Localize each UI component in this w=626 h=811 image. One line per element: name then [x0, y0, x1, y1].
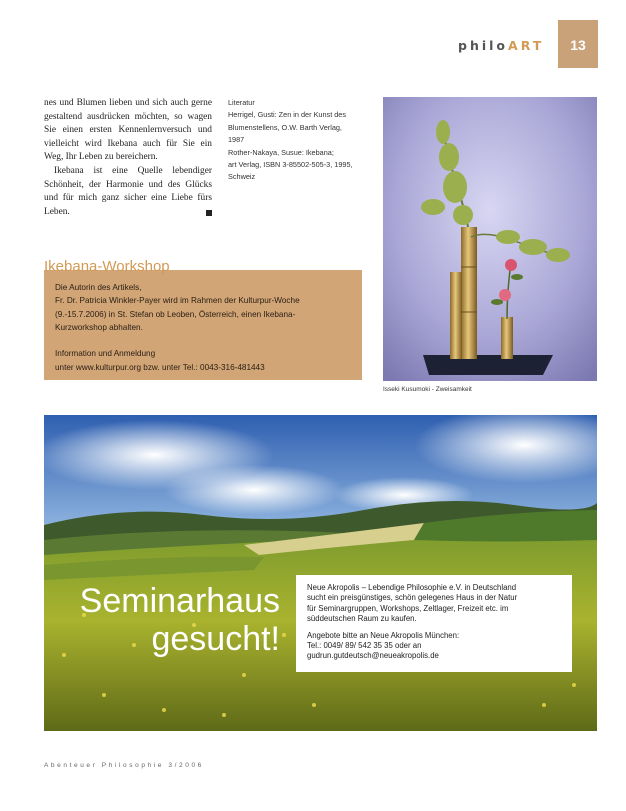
literature-line: 1987: [228, 135, 245, 145]
ad-text: [307, 583, 569, 662]
workshop-line: unter www.kulturpur.org bzw. unter Tel.: 0043-316-481443: [55, 362, 265, 372]
literature-line: Herrigel, Gusti: Zen in der Kunst des: [228, 110, 347, 120]
ikebana-photo: [383, 97, 597, 381]
article-body: [44, 97, 212, 219]
ad-line: sucht ein preisgünstiges, schön gelegenes Haus in der Natur: [307, 593, 518, 603]
brand-part-art: ART: [508, 38, 545, 53]
magazine-section-title: [458, 38, 544, 53]
workshop-line: Fr. Dr. Patricia Winkler-Payer wird im Rahmen der Kulturpur-Woche: [55, 296, 300, 306]
workshop-line: Kurzworkshop abhalten.: [55, 322, 143, 332]
footer-publication: Abenteuer Philosophie 3/2006: [44, 762, 204, 769]
literature-heading: Literatur: [228, 98, 255, 107]
landscape-photo: [44, 415, 597, 731]
ad-line: für Seminargruppen, Workshops, Zeltlager, Freizeit etc. im: [307, 603, 509, 613]
page-number: 13: [558, 20, 598, 68]
workshop-line: Die Autorin des Artikels,: [55, 283, 142, 292]
ad-line: Neue Akropolis – Lebendige Philosophie e.V. in Deutschland: [307, 583, 517, 592]
literature-line: Rother-Nakaya, Susue: Ikebana;: [228, 147, 334, 157]
workshop-line: Information und Anmeldung: [55, 349, 156, 359]
article-paragraph: nes und Blumen lieben und sich auch gerne gestaltend ausdrücken möchten, so wagen Sie einen ersten Kennenlernversuch und vielleicht wird Ikebana auch für Sie ein Weg, Ihr Leben zu bereichern.: [44, 98, 212, 163]
workshop-title: Ikebana-Workshop: [44, 258, 170, 275]
ad-headline-line1: Seminarhaus: [79, 582, 280, 620]
photo-caption: Isseki Kusumoki - Zweisamkeit: [383, 386, 472, 393]
ikebana-photo-image: [383, 97, 597, 381]
ad-line: Angebote bitte an Neue Akropolis München:: [307, 630, 460, 640]
end-of-article-mark: [206, 210, 212, 216]
literature-line: Blumenstellens, O.W. Barth Verlag,: [228, 122, 342, 132]
literature-line: Schweiz: [228, 172, 256, 182]
ad-headline-line2: gesucht!: [151, 620, 280, 658]
article-paragraph: [44, 165, 212, 219]
ad-line: Tel.: 0049/ 89/ 542 35 35 oder an: [307, 641, 422, 651]
landscape-photo-image: [44, 415, 597, 731]
brand-part-philo: philo: [458, 38, 509, 53]
ad-email: gudrun.gutdeutsch@neueakropolis.de: [307, 651, 439, 661]
workshop-line: (9.-15.7.2006) in St. Stefan ob Leoben, Österreich, einen Ikebana-: [55, 309, 296, 319]
ad-line: süddeutschen Raum zu kaufen.: [307, 614, 417, 624]
workshop-line: [55, 334, 355, 347]
literature-list: [228, 97, 378, 184]
literature-line: art Verlag, ISBN 3-85502-505-3, 1995,: [228, 160, 353, 170]
ad-headline: [66, 582, 280, 658]
article-paragraph-text: Ikebana ist eine Quelle lebendiger Schönheit, der Harmonie und des Glücks und für mich ganz sicher eine Liebe fürs Leben.: [44, 165, 212, 217]
workshop-text: [55, 281, 355, 374]
